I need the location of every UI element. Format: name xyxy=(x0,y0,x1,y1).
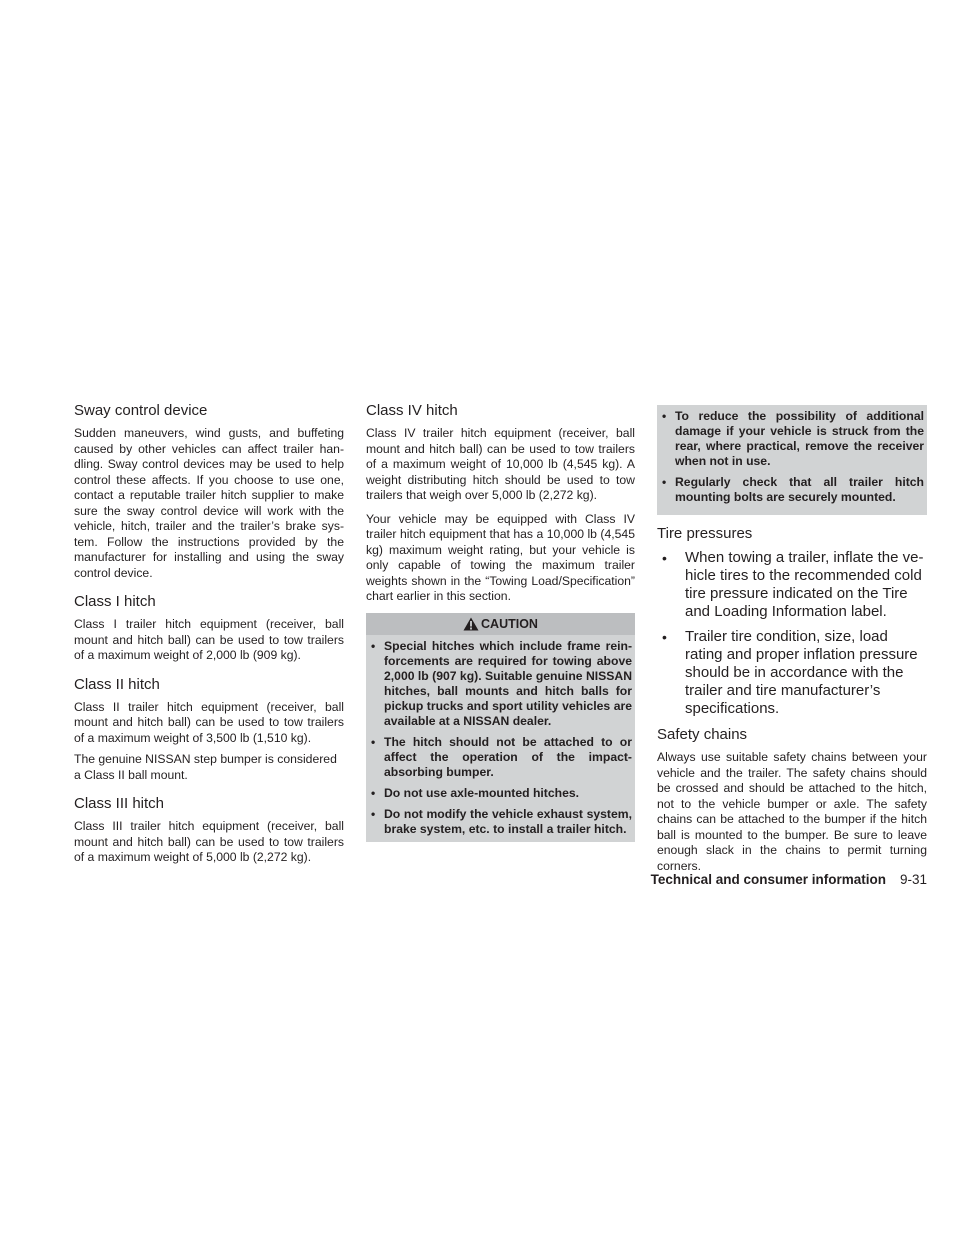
caution-item-text: Regularly check that all trailer hitch mounting bolts are securely mounted. xyxy=(675,475,924,504)
class2-body: Class II trailer hitch equipment (receiver, ball mount and hitch ball) can be used to tow trailers of a maximum weight of 3,500 lb (1,510 kg). xyxy=(74,699,344,745)
caution-header xyxy=(366,613,635,635)
caution-continued-box xyxy=(657,405,927,515)
list-item xyxy=(660,475,924,505)
class3-heading: Class III hitch xyxy=(74,795,165,812)
list-item xyxy=(369,639,632,729)
page-number: 9-31 xyxy=(899,872,927,887)
bullet-icon: • xyxy=(371,785,376,800)
class3-body: Class III trailer hitch equipment (receiver, ball mount and hitch ball) can be used to tow trailers of a maximum weight of 5,000 lb (2,272 kg). xyxy=(74,819,344,864)
caution-continued-list xyxy=(660,409,924,505)
column-left xyxy=(74,402,344,872)
class2-heading: Class II hitch xyxy=(74,675,160,693)
caution-item-text: The hitch should not be attached to or affect the operation of the impact-absorbing bumper. xyxy=(384,734,632,779)
list-item xyxy=(657,628,927,718)
bullet-icon: • xyxy=(662,409,667,423)
class4-heading: Class IV hitch xyxy=(366,402,458,419)
caution-item-text: To reduce the possibility of additional damage if your vehicle is struck from the rear, where practical, remove the receiver when not in use. xyxy=(675,409,924,468)
warning-triangle-icon xyxy=(463,617,479,631)
tire-list xyxy=(657,549,927,718)
chains-heading: Safety chains xyxy=(657,726,748,743)
bullet-icon: • xyxy=(371,806,376,821)
caution-list xyxy=(369,639,632,837)
caution-item-text: Do not modify the vehicle exhaust system, brake system, etc. to install a trailer hitch. xyxy=(384,806,632,836)
class4-body2: Your vehicle may be equipped with Class IV trailer hitch equipment that has a 10,000 lb (4,545 kg) maximum weight rating, but your vehicle is only capable of towing the maximum trailer weights shown in the “Towing Load/Specification” chart earlier in this section. xyxy=(366,511,635,603)
class2-note: The genuine NISSAN step bumper is considered a Class II ball mount. xyxy=(74,752,337,782)
caution-title: CAUTION xyxy=(481,616,538,631)
page-footer xyxy=(560,872,927,888)
bullet-icon: • xyxy=(662,475,667,489)
class1-body: Class I trailer hitch equipment (receiver, ball mount and hitch ball) can be used to tow trailers of a maximum weight of 2,000 lb (909 kg). xyxy=(74,617,344,662)
sway-body: Sudden maneuvers, wind gusts, and buffeting caused by other vehicles can affect trailer handling. Sway control devices may be used to help control these affects. If you choose to use one, contact a reputable trailer hitch supplier to make sure the sway control device will work with the vehicle, hitch, trailer and the trailer’s brake system. Follow the instructions provided by the manufacturer for installing and using the sway control device. xyxy=(74,426,344,580)
bullet-icon: • xyxy=(662,629,667,645)
class4-body: Class IV trailer hitch equipment (receiver, ball mount and hitch ball) can be used to tow trailers of a maximum weight of 10,000 lb (4,545 kg). A weight distributing hitch should be used to tow trailers that weigh over 5,000 lb (2,272 kg). xyxy=(366,426,635,502)
list-item xyxy=(657,549,927,621)
list-item xyxy=(369,807,632,837)
tire-item-text: Trailer tire condition, size, load rating and proper inflation pressure should be in accordance with the trailer and tire manufacturer’s specifications. xyxy=(685,628,918,717)
tire-heading: Tire pressures xyxy=(657,525,753,542)
caution-item-text: Special hitches which include frame reinforcements are required for towing above 2,000 lb (907 kg). Suitable genuine NISSAN hitches, ball mounts and hitch balls for pickup trucks and sport utility vehicles are available at a NISSAN dealer. xyxy=(384,638,632,728)
column-right xyxy=(657,402,927,880)
caution-box xyxy=(366,613,635,842)
class1-heading: Class I hitch xyxy=(74,593,156,610)
bullet-icon: • xyxy=(662,550,667,566)
caution-item-text: Do not use axle-mounted hitches. xyxy=(384,785,580,800)
tire-item-text: When towing a trailer, inflate the vehicle tires to the recommended cold tire pressure indicated on the Tire and Loading Information label. xyxy=(685,549,924,620)
list-item xyxy=(660,409,924,469)
sway-heading: Sway control device xyxy=(74,402,208,419)
list-item xyxy=(369,735,632,780)
bullet-icon: • xyxy=(371,734,376,749)
bullet-icon: • xyxy=(371,638,376,653)
chains-body: Always use suitable safety chains between your vehicle and the trailer. The safety chains should be crossed and should be attached to the hitch, not to the vehicle bumper or axle. The safety chains can be attached to the bumper if the hitch ball is mounted to the bumper. Be sure to leave enough slack in the chains to permit turning corners. xyxy=(657,750,927,873)
column-middle xyxy=(366,402,635,842)
section-title: Technical and consumer information xyxy=(650,872,886,887)
list-item xyxy=(369,786,632,801)
